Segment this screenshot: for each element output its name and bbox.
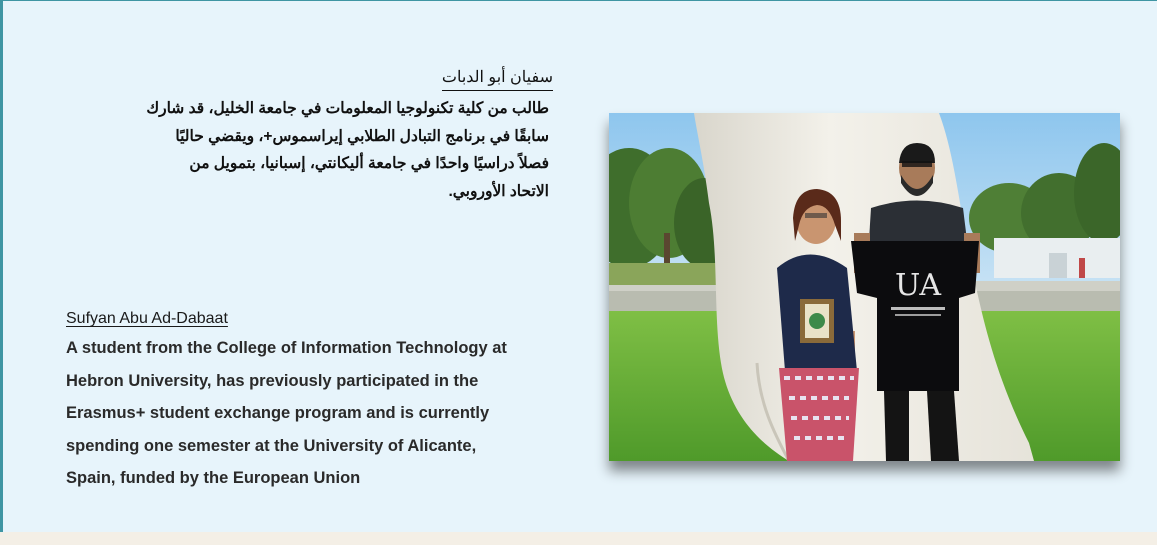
english-description <box>66 332 586 495</box>
english-description-line: Spain, funded by the European Union <box>66 469 361 487</box>
arabic-description-line: طالب من كلية تكنولوجيا المعلومات في جامعة الخليل، قد شارك <box>146 100 549 117</box>
arabic-student-name: سفيان أبو الدبات <box>442 67 553 91</box>
english-description-line: Erasmus+ student exchange program and is currently <box>66 404 490 422</box>
arabic-caption <box>63 67 553 205</box>
arabic-description <box>63 95 553 205</box>
arabic-description-line: فصلاً دراسيًا واحدًا في جامعة أليكانتي، إسبانيا، بتمويل من <box>189 155 549 172</box>
photo-illustration <box>609 113 1120 461</box>
english-description-line: Hebron University, has previously participated in the <box>66 371 479 390</box>
english-student-name: Sufyan Abu Ad-Dabaat <box>66 310 228 327</box>
english-caption <box>66 310 586 495</box>
english-description-line: A student from the College of Information Technology at <box>66 339 507 357</box>
english-description-line: spending one semester at the University of Alicante, <box>66 436 477 455</box>
arabic-description-line: سابقًا في برنامج التبادل الطلابي إيراسموس+، ويقضي حاليًا <box>175 127 549 145</box>
student-photo <box>609 113 1120 461</box>
arabic-description-line: الاتحاد الأوروبي. <box>448 182 549 200</box>
shirt-logo-text: UA <box>894 268 942 303</box>
